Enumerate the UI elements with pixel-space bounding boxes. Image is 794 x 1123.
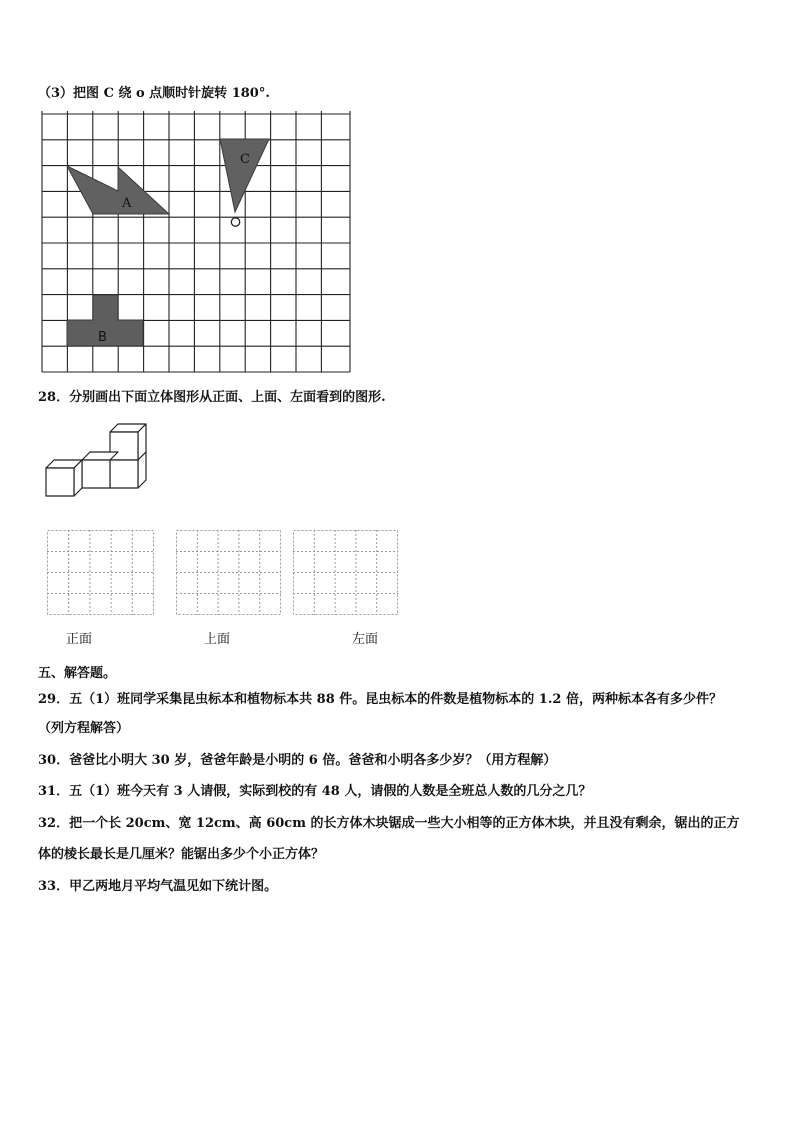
shape-b-label: B <box>98 330 107 345</box>
question-29-line2: （列方程解答） <box>38 721 130 736</box>
label-left-view: 左面 <box>352 632 379 647</box>
question-27-part3: （3）把图 C 绕 o 点顺时针旋转 180°. <box>38 86 270 101</box>
question-33: 33．甲乙两地月平均气温见如下统计图。 <box>38 879 278 894</box>
question-31: 31．五（1）班今天有 3 人请假，实际到校的有 48 人，请假的人数是全班总人数的几分之几？ <box>38 784 592 799</box>
question-28: 28．分别画出下面立体图形从正面、上面、左面看到的图形. <box>38 390 386 405</box>
point-o <box>231 218 239 226</box>
shape-a <box>67 166 169 214</box>
view-grid-top <box>176 530 284 616</box>
view-grid-left <box>293 530 401 616</box>
question-32-line1: 32．把一个长 20cm、宽 12cm、高 60cm 的长方体木块锯成一些大小相等的正方体木块，并且没有剩余，锯出的正方 <box>38 816 740 831</box>
question-30: 30．爸爸比小明大 30 岁，爸爸年龄是小明的 6 倍。爸爸和小明各多少岁？（用方程解） <box>38 753 557 768</box>
cube-solid-figure <box>44 422 148 498</box>
rotation-grid <box>42 111 352 373</box>
section-5-heading: 五、解答题。 <box>38 666 117 681</box>
view-grid-front <box>47 530 155 616</box>
question-29-line1: 29．五（1）班同学采集昆虫标本和植物标本共 88 件。昆虫标本的件数是植物标本的 1.2 倍，两种标本各有多少件？ <box>38 692 722 707</box>
shape-a-label: A <box>122 196 132 211</box>
label-top-view: 上面 <box>204 632 231 647</box>
label-front-view: 正面 <box>66 632 93 647</box>
question-32-line2: 体的棱长最长是几厘米？能锯出多少个小正方体？ <box>38 847 325 862</box>
shape-c-label: C <box>240 152 250 167</box>
shape-c <box>220 139 269 212</box>
